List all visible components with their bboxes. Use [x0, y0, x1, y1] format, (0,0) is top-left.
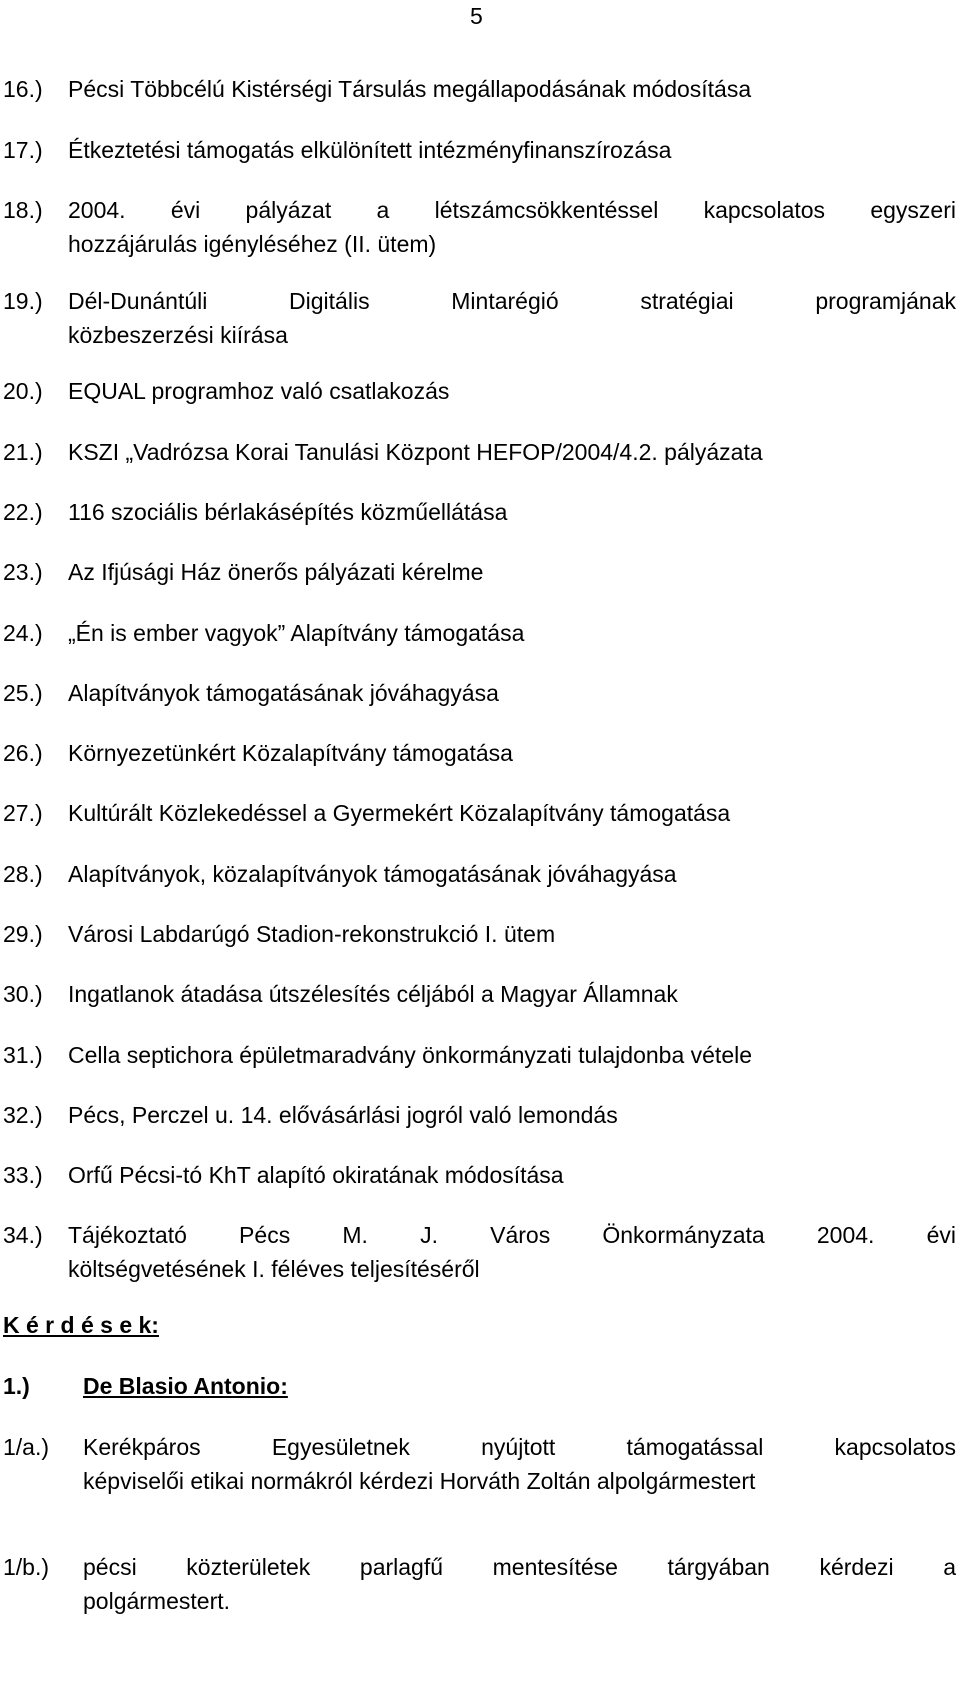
item-number: 18.) [3, 197, 43, 223]
item-text: Alapítványok, közalapítványok támogatásának jóváhagyása [68, 861, 677, 887]
item-text: Az Ifjúsági Ház önerős pályázati kérelme [68, 559, 484, 585]
item-number: 31.) [3, 1042, 43, 1068]
item-text: Orfű Pécsi-tó KhT alapító okiratának módosítása [68, 1162, 564, 1188]
item-text: Étkeztetési támogatás elkülönített intézményfinanszírozása [68, 137, 672, 163]
item-text-line-2: közbeszerzési kiírása [68, 322, 288, 348]
item-text: Ingatlanok átadása útszélesítés céljából a Magyar Államnak [68, 981, 678, 1007]
item-number: 28.) [3, 861, 43, 887]
questions-heading: K é r d é s e k: [3, 1312, 159, 1338]
item-text-line-1: Dél-Dunántúli Digitális Mintarégió stratégiai programjának [68, 288, 956, 314]
item-number: 19.) [3, 288, 43, 314]
item-text-line-2: hozzájárulás igényléséhez (II. ütem) [68, 231, 437, 257]
item-text: 116 szociális bérlakásépítés közműellátása [68, 499, 508, 525]
item-number: 33.) [3, 1162, 43, 1188]
item-text: KSZI „Vadrózsa Korai Tanulási Központ HEFOP/2004/4.2. pályázata [68, 439, 763, 465]
item-number: 24.) [3, 620, 43, 646]
item-number: 27.) [3, 800, 43, 826]
item-number: 22.) [3, 499, 43, 525]
question-number: 1/b.) [3, 1554, 50, 1580]
item-number: 23.) [3, 559, 43, 585]
question-text-line-1: pécsi közterületek parlagfű mentesítése tárgyában kérdezi a [83, 1554, 956, 1580]
item-number: 25.) [3, 680, 43, 706]
item-number: 20.) [3, 378, 43, 404]
item-text: Alapítványok támogatásának jóváhagyása [68, 680, 499, 706]
question-number: 1/a.) [3, 1434, 50, 1460]
questioner-name: De Blasio Antonio: [83, 1373, 288, 1399]
item-text: Pécsi Többcélú Kistérségi Társulás megállapodásának módosítása [68, 76, 752, 102]
question-text-line-2: polgármestert. [83, 1588, 231, 1614]
page-number: 5 [470, 3, 483, 29]
item-text: Környezetünkért Közalapítvány támogatása [68, 740, 513, 766]
item-number: 16.) [3, 76, 43, 102]
item-number: 32.) [3, 1102, 43, 1128]
item-text-line-1: Tájékoztató Pécs M. J. Város Önkormányzata 2004. évi [68, 1222, 956, 1248]
item-number: 29.) [3, 921, 43, 947]
item-text-line-1: 2004. évi pályázat a létszámcsökkentéssel kapcsolatos egyszeri [68, 197, 956, 223]
item-text: Pécs, Perczel u. 14. elővásárlási jogról való lemondás [68, 1102, 618, 1128]
item-number: 17.) [3, 137, 43, 163]
item-text-line-2: költségvetésének I. féléves teljesítéséről [68, 1256, 480, 1282]
item-text: EQUAL programhoz való csatlakozás [68, 378, 450, 404]
questioner-number: 1.) [3, 1373, 30, 1399]
item-number: 30.) [3, 981, 43, 1007]
item-number: 21.) [3, 439, 43, 465]
question-text-line-1: Kerékpáros Egyesületnek nyújtott támogatással kapcsolatos [83, 1434, 956, 1460]
question-text-line-2: képviselői etikai normákról kérdezi Horváth Zoltán alpolgármestert [83, 1468, 756, 1494]
item-text: Városi Labdarúgó Stadion-rekonstrukció I. ütem [68, 921, 556, 947]
item-number: 34.) [3, 1222, 43, 1248]
item-text: „Én is ember vagyok” Alapítvány támogatása [68, 620, 525, 646]
item-text: Cella septichora épületmaradvány önkormányzati tulajdonba vétele [68, 1042, 753, 1068]
item-number: 26.) [3, 740, 43, 766]
item-text: Kultúrált Közlekedéssel a Gyermekért Közalapítvány támogatása [68, 800, 731, 826]
